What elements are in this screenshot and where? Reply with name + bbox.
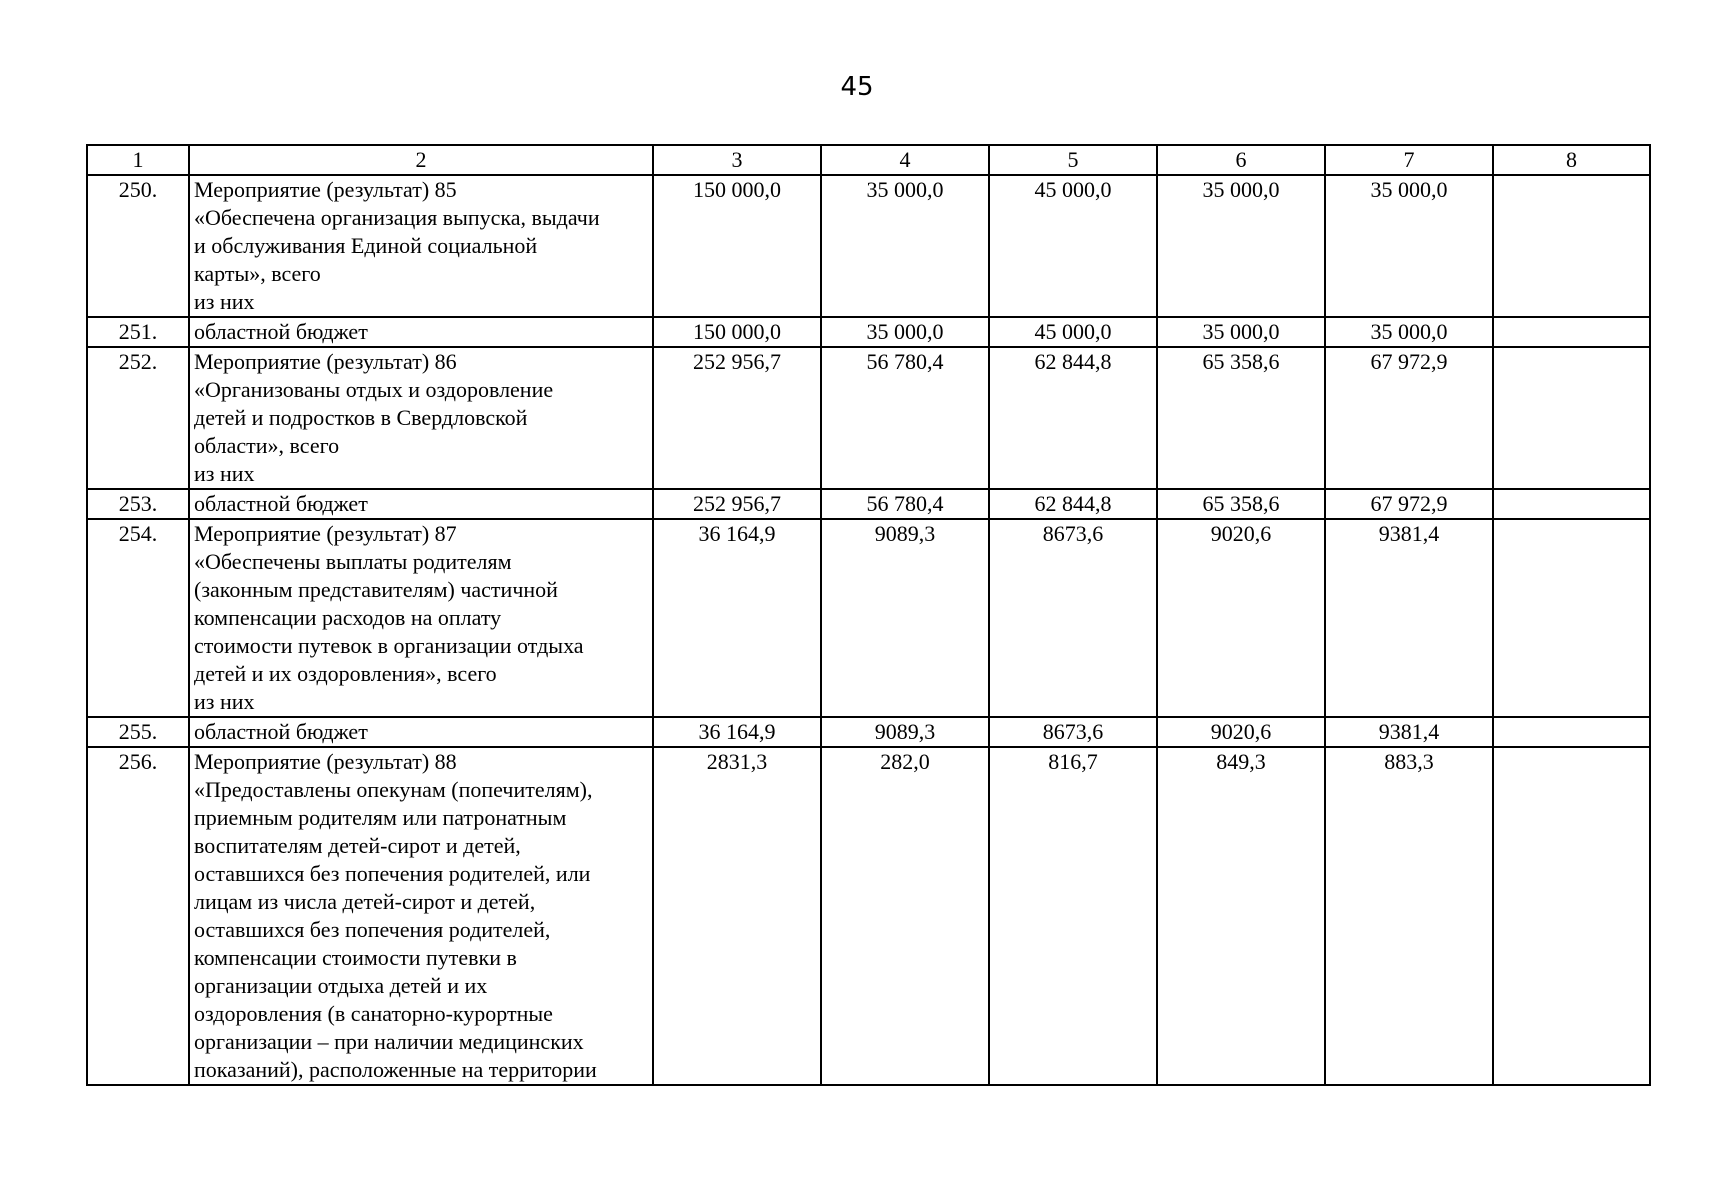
value-cell: 2831,3: [653, 747, 821, 1085]
value-cell: 62 844,8: [989, 489, 1157, 519]
value-cell: 35 000,0: [821, 175, 989, 317]
value-cell: 45 000,0: [989, 317, 1157, 347]
value-cell: 8673,6: [989, 519, 1157, 717]
row-number: 251.: [87, 317, 189, 347]
value-cell: 56 780,4: [821, 489, 989, 519]
value-cell: 9089,3: [821, 717, 989, 747]
value-cell: 9381,4: [1325, 519, 1493, 717]
value-cell: 150 000,0: [653, 175, 821, 317]
row-name: областной бюджет: [189, 317, 653, 347]
column-header: 8: [1493, 145, 1650, 175]
row-name: Мероприятие (результат) 88 «Предоставлены опекунам (попечителям), приемным родителям или патронатным воспитателям детей-сирот и детей, оставшихся без попечения родителей, или лицам из числа детей-сирот и детей, оставшихся без попечения родителей, компенсации стоимости путевки в организации отдыха детей и их оздоровления (в санаторно-курортные организации – при наличии медицинских показаний), расположенные на территории: [189, 747, 653, 1085]
row-name: Мероприятие (результат) 85 «Обеспечена организация выпуска, выдачи и обслуживания Единой социальной карты», всего из них: [189, 175, 653, 317]
row-name: Мероприятие (результат) 87 «Обеспечены выплаты родителям (законным представителям) частичной компенсации расходов на оплату стоимости путевок в организации отдыха детей и их оздоровления», всего из них: [189, 519, 653, 717]
column-header: 6: [1157, 145, 1325, 175]
row-number: 250.: [87, 175, 189, 317]
value-cell: [1493, 489, 1650, 519]
value-cell: 65 358,6: [1157, 489, 1325, 519]
value-cell: 35 000,0: [1325, 317, 1493, 347]
row-number: 253.: [87, 489, 189, 519]
table-row: [87, 489, 1650, 519]
row-name: Мероприятие (результат) 86 «Организованы отдых и оздоровление детей и подростков в Свердловской области», всего из них: [189, 347, 653, 489]
column-header: 5: [989, 145, 1157, 175]
value-cell: [1493, 347, 1650, 489]
value-cell: [1493, 747, 1650, 1085]
row-number: 256.: [87, 747, 189, 1085]
table-row: [87, 317, 1650, 347]
value-cell: 62 844,8: [989, 347, 1157, 489]
table-row: [87, 747, 1650, 1085]
value-cell: 67 972,9: [1325, 489, 1493, 519]
value-cell: 252 956,7: [653, 489, 821, 519]
page-number: 45: [840, 72, 874, 102]
table-row: [87, 519, 1650, 717]
column-header: 2: [189, 145, 653, 175]
value-cell: 35 000,0: [1325, 175, 1493, 317]
value-cell: 8673,6: [989, 717, 1157, 747]
row-name: областной бюджет: [189, 489, 653, 519]
table-header-row: [87, 145, 1650, 175]
value-cell: [1493, 175, 1650, 317]
value-cell: [1493, 717, 1650, 747]
row-number: 252.: [87, 347, 189, 489]
value-cell: 282,0: [821, 747, 989, 1085]
value-cell: 9381,4: [1325, 717, 1493, 747]
value-cell: 9020,6: [1157, 717, 1325, 747]
value-cell: 9020,6: [1157, 519, 1325, 717]
value-cell: 252 956,7: [653, 347, 821, 489]
column-header: 3: [653, 145, 821, 175]
value-cell: [1493, 519, 1650, 717]
table-row: [87, 717, 1650, 747]
value-cell: 150 000,0: [653, 317, 821, 347]
value-cell: 56 780,4: [821, 347, 989, 489]
value-cell: 35 000,0: [821, 317, 989, 347]
row-number: 254.: [87, 519, 189, 717]
value-cell: 65 358,6: [1157, 347, 1325, 489]
value-cell: 35 000,0: [1157, 175, 1325, 317]
value-cell: 36 164,9: [653, 519, 821, 717]
column-header: 7: [1325, 145, 1493, 175]
value-cell: 35 000,0: [1157, 317, 1325, 347]
value-cell: 9089,3: [821, 519, 989, 717]
budget-table: [86, 144, 1651, 1086]
value-cell: 67 972,9: [1325, 347, 1493, 489]
row-name: областной бюджет: [189, 717, 653, 747]
table-row: [87, 347, 1650, 489]
value-cell: 849,3: [1157, 747, 1325, 1085]
value-cell: 883,3: [1325, 747, 1493, 1085]
row-number: 255.: [87, 717, 189, 747]
column-header: 4: [821, 145, 989, 175]
value-cell: 36 164,9: [653, 717, 821, 747]
value-cell: 45 000,0: [989, 175, 1157, 317]
value-cell: [1493, 317, 1650, 347]
table-row: [87, 175, 1650, 317]
value-cell: 816,7: [989, 747, 1157, 1085]
column-header: 1: [87, 145, 189, 175]
